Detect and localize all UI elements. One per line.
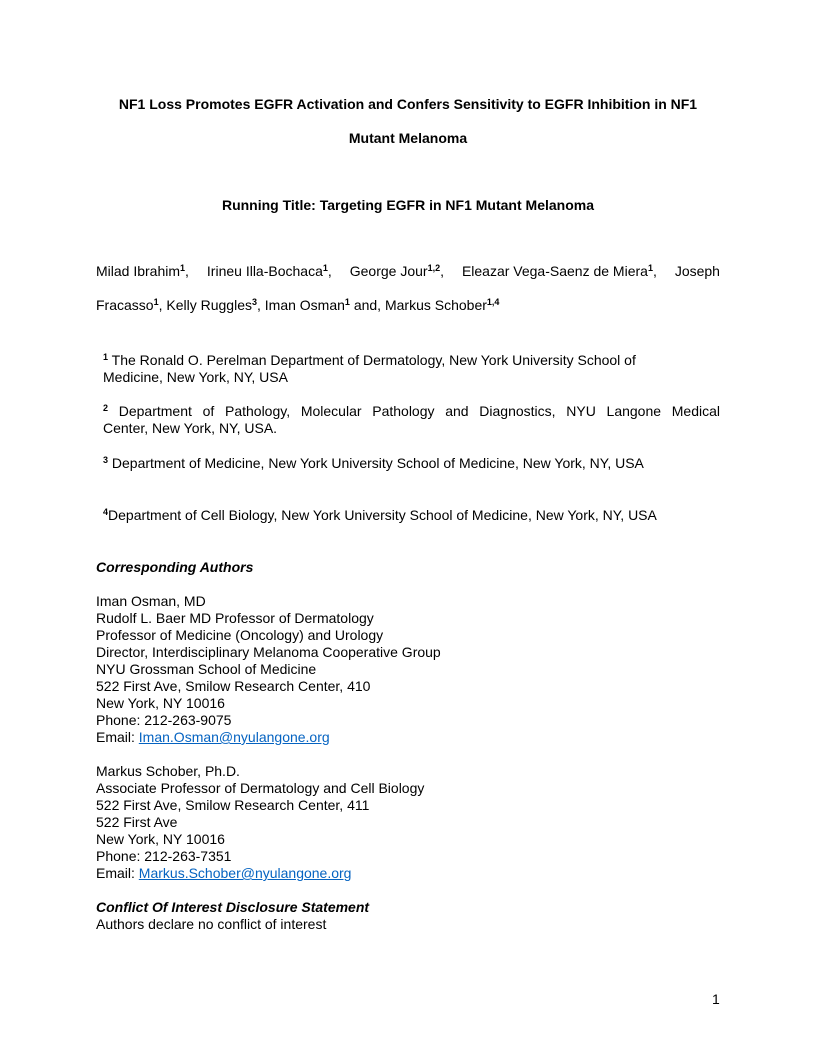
contact-line: NYU Grossman School of Medicine: [96, 661, 317, 677]
affiliation-number: 1: [103, 352, 109, 363]
corresponding-author-1: [96, 593, 441, 746]
email-link-markus-schober[interactable]: Markus.Schober@nyulangone.org: [138, 865, 352, 881]
author: Kelly Ruggles$^3$,: [166, 297, 261, 313]
affiliation-text: Department of Cell Biology, New York University School of Medicine, New York, NY, USA: [108, 507, 657, 523]
author: Milad Ibrahim$^1$,: [96, 263, 189, 279]
paper-title-line-1: NF1 Loss Promotes EGFR Activation and Confers Sensitivity to EGFR Inhibition in NF1: [118, 96, 698, 112]
author-line-1: [96, 263, 720, 279]
contact-line: Phone: 212-263-9075: [96, 712, 232, 728]
paper-title-line-2: Mutant Melanoma: [348, 130, 468, 146]
affiliation-text: The Ronald O. Perelman Department of Dermatology, New York University School of: [111, 352, 636, 368]
contact-line: 522 First Ave: [96, 814, 178, 830]
affiliation-3: [103, 455, 720, 472]
affiliation-text: Department of Medicine, New York University School of Medicine, New York, NY, USA: [111, 455, 644, 471]
contact-line: Markus Schober, Ph.D.: [96, 763, 240, 779]
contact-line: Director, Interdisciplinary Melanoma Cooperative Group: [96, 644, 441, 660]
contact-line: Associate Professor of Dermatology and Cell Biology: [96, 780, 425, 796]
affiliation-number: 2: [103, 403, 109, 414]
author: Irineu Illa-Bochaca$^1$,: [206, 263, 332, 279]
author-line-2: Fracasso$^1$, Kelly Ruggles$^3$, Iman Osman$^1$ and, Markus Schober$^{1,4}$: [96, 297, 500, 313]
author: Markus Schober$^{1,4}$: [384, 297, 500, 313]
author-last-part: Fracasso: [96, 297, 154, 313]
contact-line: New York, NY 10016: [96, 695, 225, 711]
affiliation-text: Medicine, New York, NY, USA: [103, 369, 288, 385]
affiliation-number: 3: [103, 455, 109, 466]
affiliation-1: [103, 352, 720, 386]
contact-line: Iman Osman, MD: [96, 593, 206, 609]
email-line: [96, 865, 424, 882]
contact-line: Professor of Medicine (Oncology) and Urology: [96, 627, 384, 643]
author: Eleazar Vega-Saenz de Miera$^1$,: [461, 263, 657, 279]
running-title: Running Title: Targeting EGFR in NF1 Mutant Melanoma: [221, 197, 595, 213]
contact-line: Rudolf L. Baer MD Professor of Dermatology: [96, 610, 374, 626]
conflict-of-interest-heading: Conflict Of Interest Disclosure Statement: [96, 899, 370, 915]
affiliation-text: Department of Pathology, Molecular Pathology and Diagnostics, NYU Langone Medical: [118, 403, 720, 419]
email-label: Email:: [96, 865, 139, 881]
corresponding-authors-heading: Corresponding Authors: [96, 559, 254, 575]
author: George Jour$^{1,2}$,: [349, 263, 444, 279]
page-number: 1: [712, 991, 720, 1007]
affiliation-2: [103, 403, 720, 437]
affiliation-text: Center, New York, NY, USA.: [103, 420, 278, 436]
corresponding-author-2: [96, 763, 424, 882]
author: Iman Osman$^1$ and,: [264, 297, 382, 313]
contact-line: New York, NY 10016: [96, 831, 225, 847]
email-line: [96, 729, 441, 746]
author-first-part: Joseph: [674, 263, 720, 279]
affiliation-4: [103, 507, 720, 524]
email-link-iman-osman[interactable]: Iman.Osman@nyulangone.org: [138, 729, 330, 745]
contact-line: 522 First Ave, Smilow Research Center, 411: [96, 797, 370, 813]
email-label: Email:: [96, 729, 139, 745]
contact-line: Phone: 212-263-7351: [96, 848, 232, 864]
conflict-of-interest-statement: Authors declare no conflict of interest: [96, 916, 327, 932]
affiliation-number: 4: [103, 507, 109, 518]
contact-line: 522 First Ave, Smilow Research Center, 410: [96, 678, 371, 694]
